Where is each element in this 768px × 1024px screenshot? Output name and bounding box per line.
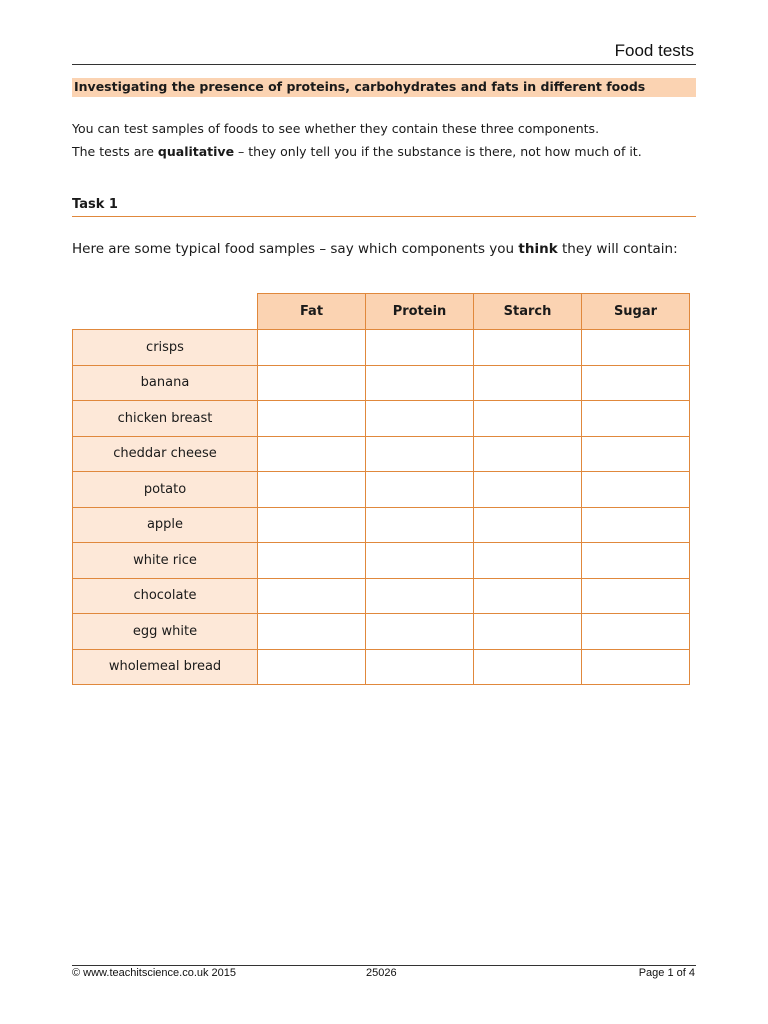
food-name-cell: wholemeal bread bbox=[73, 649, 258, 685]
food-name-cell: white rice bbox=[73, 543, 258, 579]
answer-cell[interactable] bbox=[366, 472, 474, 508]
answer-cell[interactable] bbox=[582, 507, 690, 543]
answer-cell[interactable] bbox=[582, 472, 690, 508]
answer-cell[interactable] bbox=[474, 401, 582, 437]
table-row bbox=[73, 472, 690, 508]
header-divider bbox=[72, 64, 696, 65]
answer-cell[interactable] bbox=[582, 330, 690, 366]
food-name-cell: potato bbox=[73, 472, 258, 508]
answer-cell[interactable] bbox=[582, 649, 690, 685]
food-name-cell: apple bbox=[73, 507, 258, 543]
answer-cell[interactable] bbox=[582, 578, 690, 614]
answer-cell[interactable] bbox=[366, 401, 474, 437]
intro-line-1: You can test samples of foods to see whether they contain these three components. bbox=[72, 121, 600, 136]
food-name-cell: egg white bbox=[73, 614, 258, 650]
answer-cell[interactable] bbox=[582, 401, 690, 437]
footer-divider bbox=[72, 965, 696, 966]
answer-cell[interactable] bbox=[258, 401, 366, 437]
task-heading: Task 1 bbox=[72, 197, 118, 212]
answer-cell[interactable] bbox=[366, 649, 474, 685]
answer-cell[interactable] bbox=[474, 436, 582, 472]
answer-cell[interactable] bbox=[258, 365, 366, 401]
answer-cell[interactable] bbox=[474, 330, 582, 366]
task-question-bold: think bbox=[518, 241, 558, 257]
answer-cell[interactable] bbox=[258, 614, 366, 650]
task-divider bbox=[72, 216, 696, 217]
table-row bbox=[73, 401, 690, 437]
table-corner bbox=[73, 294, 258, 330]
answer-cell[interactable] bbox=[258, 436, 366, 472]
column-header: Starch bbox=[474, 294, 582, 330]
column-header: Sugar bbox=[582, 294, 690, 330]
food-name-cell: chicken breast bbox=[73, 401, 258, 437]
answer-cell[interactable] bbox=[582, 614, 690, 650]
table-body bbox=[73, 330, 690, 685]
column-header: Protein bbox=[366, 294, 474, 330]
intro-line-2-bold: qualitative bbox=[157, 144, 235, 159]
answer-cell[interactable] bbox=[474, 507, 582, 543]
table-row bbox=[73, 578, 690, 614]
answer-cell[interactable] bbox=[366, 330, 474, 366]
intro-line-2-suffix: – they only tell you if the substance is there, not how much of it. bbox=[234, 144, 642, 159]
answer-cell[interactable] bbox=[258, 507, 366, 543]
footer-code: 25026 bbox=[366, 967, 397, 979]
page-title: Food tests bbox=[614, 41, 694, 60]
answer-cell[interactable] bbox=[366, 578, 474, 614]
answer-cell[interactable] bbox=[582, 543, 690, 579]
answer-cell[interactable] bbox=[366, 543, 474, 579]
task-question-prefix: Here are some typical food samples – say which components you bbox=[72, 241, 519, 257]
answer-cell[interactable] bbox=[258, 330, 366, 366]
answer-cell[interactable] bbox=[474, 543, 582, 579]
answer-cell[interactable] bbox=[582, 436, 690, 472]
intro-line-2-prefix: The tests are bbox=[72, 144, 158, 159]
table-row bbox=[73, 543, 690, 579]
answer-cell[interactable] bbox=[474, 578, 582, 614]
answer-cell[interactable] bbox=[366, 436, 474, 472]
food-name-cell: chocolate bbox=[73, 578, 258, 614]
answer-cell[interactable] bbox=[366, 507, 474, 543]
food-name-cell: banana bbox=[73, 365, 258, 401]
answer-cell[interactable] bbox=[258, 578, 366, 614]
banner-text: Investigating the presence of proteins, carbohydrates and fats in different foods bbox=[74, 79, 646, 94]
task-question-suffix: they will contain: bbox=[557, 241, 678, 257]
column-header: Fat bbox=[258, 294, 366, 330]
answer-cell[interactable] bbox=[474, 365, 582, 401]
answer-cell[interactable] bbox=[258, 543, 366, 579]
footer-page-number: Page 1 of 4 bbox=[638, 967, 695, 979]
task-question bbox=[72, 241, 678, 257]
food-name-cell: crisps bbox=[73, 330, 258, 366]
table-row bbox=[73, 436, 690, 472]
answer-cell[interactable] bbox=[474, 614, 582, 650]
answer-cell[interactable] bbox=[474, 472, 582, 508]
table-row bbox=[73, 649, 690, 685]
food-components-table bbox=[72, 293, 690, 685]
intro-line-2 bbox=[72, 144, 642, 159]
answer-cell[interactable] bbox=[582, 365, 690, 401]
table-row bbox=[73, 330, 690, 366]
table-header-row bbox=[73, 294, 690, 330]
food-name-cell: cheddar cheese bbox=[73, 436, 258, 472]
answer-cell[interactable] bbox=[366, 365, 474, 401]
table-row bbox=[73, 365, 690, 401]
table-row bbox=[73, 614, 690, 650]
footer-copyright: © www.teachitscience.co.uk 2015 bbox=[72, 967, 237, 979]
answer-cell[interactable] bbox=[474, 649, 582, 685]
section-banner bbox=[72, 78, 696, 97]
answer-cell[interactable] bbox=[366, 614, 474, 650]
table-row bbox=[73, 507, 690, 543]
answer-cell[interactable] bbox=[258, 649, 366, 685]
answer-cell[interactable] bbox=[258, 472, 366, 508]
